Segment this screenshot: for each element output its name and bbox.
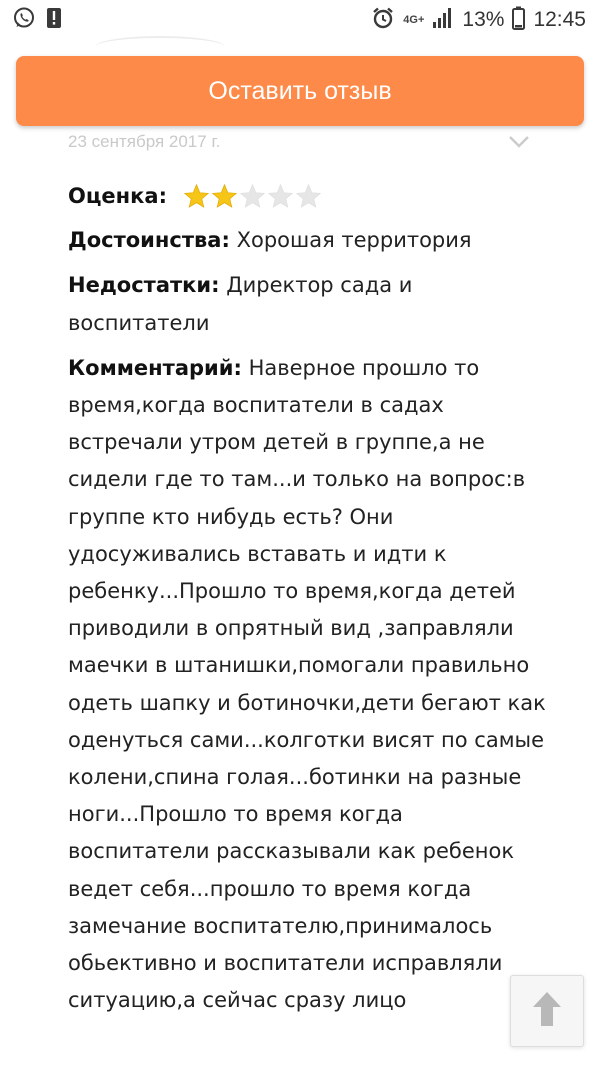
- alarm-icon: [371, 6, 395, 34]
- faded-background-shape: [95, 36, 225, 58]
- status-right: [371, 6, 586, 34]
- comment-text: Наверное прошло то время,когда воспитатели в садах встречали утром детей в группе,а не сидели где то там...и только на вопрос:в группе кто нибудь есть? Они удосуживались вставать и идти к ребенку...Прошло то время,когда детей приводили в опрятный вид ,заправляли маечки в штанишки,помогали правильно одеть шапку и ботиночки,дети бегают как оденуться сами...колготки висят по самые колени,спина голая...ботинки на разные ноги...Прошло то время когда воспитатели рассказывали как ребенок ведет себя...прошло то время когда замечание воспитателю,принималось обьективно и воспитатели исправляли ситуацию,а сейчас сразу лицо: [68, 355, 546, 1013]
- star-filled-icon: [183, 183, 210, 210]
- comment-label: Комментарий:: [68, 355, 242, 380]
- star-empty-icon: [295, 183, 322, 210]
- cons-label: Недостатки:: [68, 273, 220, 298]
- star-filled-icon: [211, 183, 238, 210]
- pros-label: Достоинства:: [68, 228, 230, 253]
- status-bar: [0, 0, 600, 40]
- battery-icon: [512, 6, 525, 34]
- leave-review-button[interactable]: Оставить отзыв: [16, 56, 584, 126]
- cons-row: [68, 267, 548, 341]
- pros-row: [68, 222, 548, 259]
- review-date: 23 сентября 2017 г.: [68, 132, 221, 151]
- arrow-up-icon: [530, 989, 564, 1033]
- whatsapp-icon: [12, 6, 36, 34]
- review-content: [68, 178, 548, 1019]
- rating-row: [68, 178, 548, 215]
- network-type: 4G+: [403, 14, 425, 26]
- clock: 12:45: [533, 8, 586, 31]
- pros-text: Хорошая территория: [236, 228, 472, 253]
- scroll-to-top-button[interactable]: [510, 975, 584, 1047]
- cons-text: Директор сада и воспитатели: [68, 273, 413, 335]
- status-left: [12, 6, 62, 34]
- alert-icon: [46, 6, 62, 34]
- chevron-down-icon[interactable]: [508, 134, 530, 148]
- battery-percent: 13%: [462, 8, 505, 31]
- comment-row: [68, 350, 548, 1020]
- signal-icon: [432, 7, 454, 33]
- rating-stars: [183, 183, 322, 210]
- star-empty-icon: [267, 183, 294, 210]
- star-empty-icon: [239, 183, 266, 210]
- rating-label: Оценка:: [68, 184, 167, 208]
